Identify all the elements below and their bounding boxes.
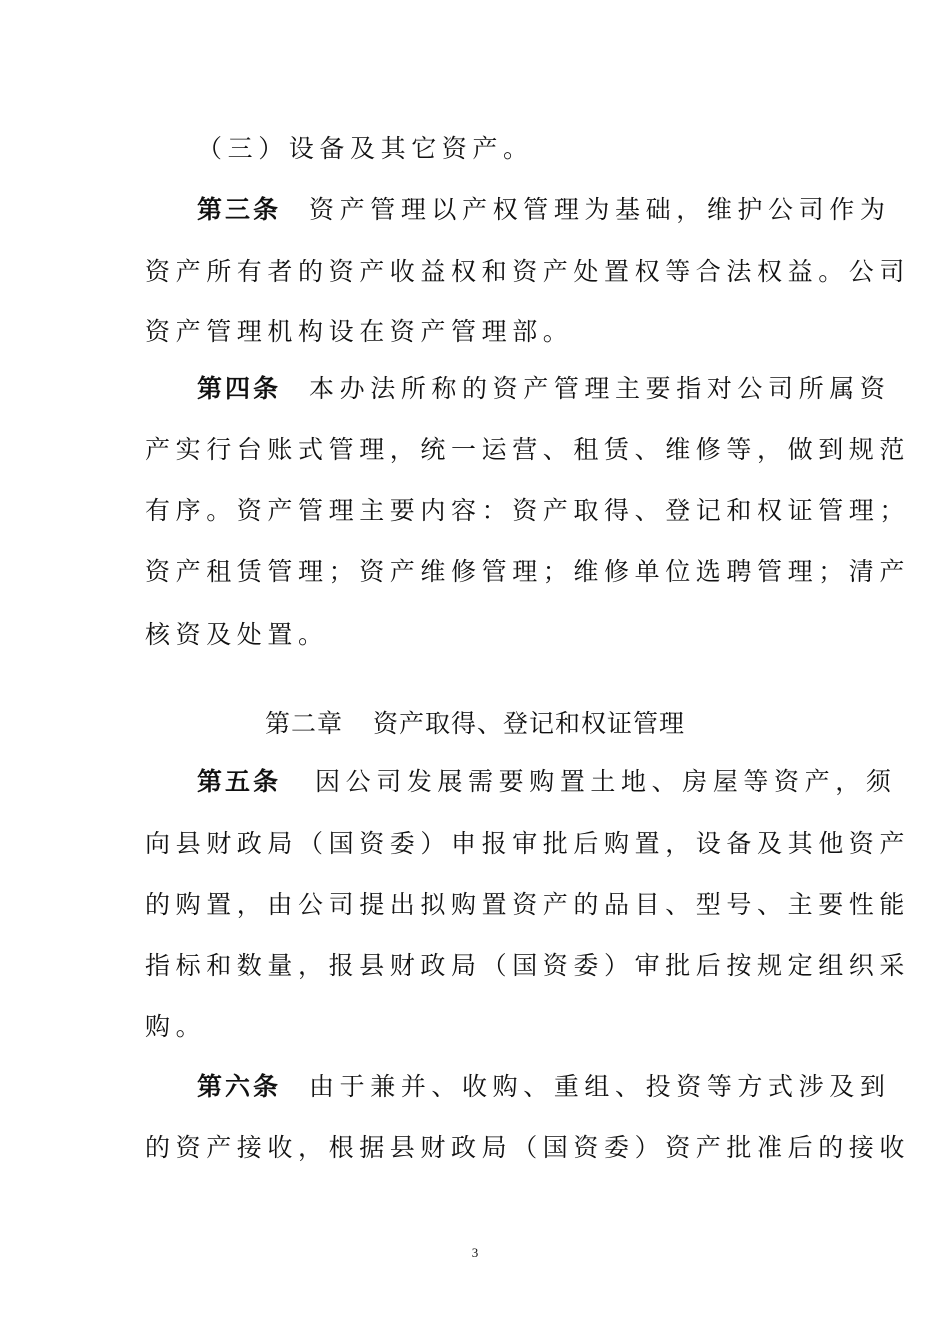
article-4-line-5 bbox=[145, 619, 329, 651]
paragraph-line bbox=[197, 133, 534, 165]
article-5-line-3 bbox=[145, 889, 910, 921]
chapter-number: 第二章 bbox=[264, 709, 343, 738]
paragraph-text: 的购置，由公司提出拟购置资产的品目、型号、主要性能 bbox=[145, 890, 911, 919]
paragraph-text: 指标和数量，报县财政局（国资委）审批后按规定组织采 bbox=[145, 951, 911, 980]
article-5-line-1 bbox=[197, 766, 896, 798]
article-5-line-5 bbox=[145, 1011, 206, 1043]
article-label: 第三条 bbox=[197, 195, 282, 224]
article-5-line-4 bbox=[145, 950, 910, 982]
paragraph-text: 由于兼并、收购、重组、投资等方式涉及到 bbox=[309, 1072, 891, 1101]
paragraph-text: 有序。资产管理主要内容：资产取得、登记和权证管理； bbox=[145, 496, 911, 525]
article-label: 第六条 bbox=[197, 1072, 282, 1101]
article-4-line-1 bbox=[197, 373, 890, 405]
article-4-line-3 bbox=[145, 495, 910, 527]
paragraph-text: 的资产接收，根据县财政局（国资委）资产批准后的接收 bbox=[145, 1133, 911, 1162]
paragraph-text: 资产管理机构设在资产管理部。 bbox=[145, 317, 574, 346]
page-number: 3 bbox=[471, 1245, 479, 1260]
article-5-line-2 bbox=[145, 828, 910, 860]
paragraph-text: 向县财政局（国资委）申报审批后购置，设备及其他资产 bbox=[145, 829, 911, 858]
paragraph-text: 资产租赁管理；资产维修管理；维修单位选聘管理；清产 bbox=[145, 557, 911, 586]
paragraph-text: 资产所有者的资产收益权和资产处置权等合法权益。公司 bbox=[145, 257, 911, 286]
article-6-line-2 bbox=[145, 1132, 910, 1164]
paragraph-text: 产实行台账式管理，统一运营、租赁、维修等，做到规范 bbox=[145, 435, 911, 464]
article-6-line-1 bbox=[197, 1071, 890, 1103]
paragraph-text: 资产管理以产权管理为基础，维护公司作为 bbox=[309, 195, 891, 224]
article-label: 第五条 bbox=[197, 767, 282, 796]
article-4-line-2 bbox=[145, 434, 910, 466]
chapter-heading bbox=[0, 708, 950, 740]
article-3-line-1 bbox=[197, 194, 890, 226]
paragraph-text: 核资及处置。 bbox=[145, 620, 329, 649]
paragraph-text: 购。 bbox=[145, 1012, 207, 1041]
paragraph-text: （三）设备及其它资产。 bbox=[197, 134, 534, 163]
article-4-line-4 bbox=[145, 556, 910, 588]
paragraph-text: 本办法所称的资产管理主要指对公司所属资 bbox=[309, 374, 891, 403]
article-label: 第四条 bbox=[197, 374, 282, 403]
article-3-line-3 bbox=[145, 316, 573, 348]
article-3-line-2 bbox=[145, 256, 910, 288]
chapter-title: 资产取得、登记和权证管理 bbox=[373, 709, 686, 738]
paragraph-text: 因公司发展需要购置土地、房屋等资产，须 bbox=[315, 767, 897, 796]
